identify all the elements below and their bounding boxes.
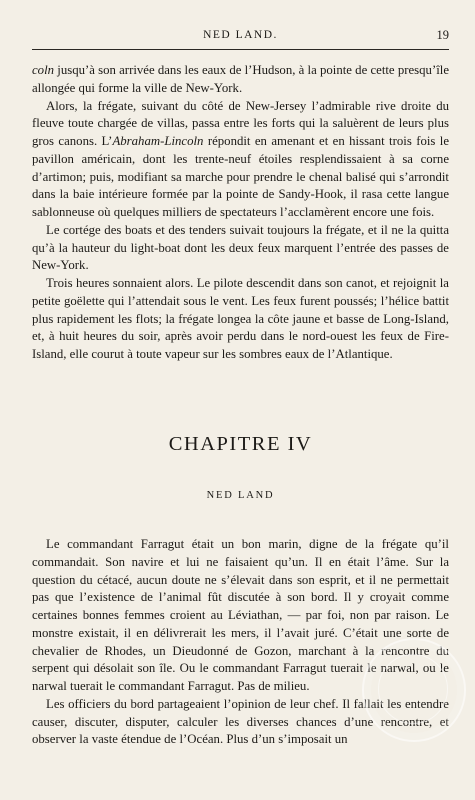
chapter-subtitle: NED LAND: [206, 490, 275, 501]
paragraph-continuation: coln jusqu’à son arrivée dans les eaux de l’Hudson, à la pointe de cette presqu’île allongée qui forme la ville de New-York.: [32, 63, 449, 95]
paragraph: Alors, la frégate, suivant du côté de New-Jersey l’admirable rive droite du fleuve toute chargée de villas, passa entre les forts qui la saluèrent de leurs plus gros canons. L’Abraham-Lincoln répondit en amenant et en hissant trois fois le pavillon américain, dont les trente-neuf étoiles resplendissaient à sa corne d’artimon; puis, modifiant sa marche pour prendre le chenal balisé qui s’arrondit dans la baie intérieure formée par la pointe de Sandy-Hook, il rasa cette langue sablonneuse où quelques milliers de spectateurs l’acclamèrent encore une fois.: [32, 98, 450, 219]
bottom-text-block: [32, 536, 449, 749]
top-text-block: [32, 62, 449, 364]
paragraph: Le cortége des boats et des tenders suivait toujours la frégate, et il ne la quitta qu’à la hauteur du light-boat dont les deux feux marquent l’entrée des passes de New-York.: [32, 222, 449, 273]
header-rule: [32, 49, 449, 50]
paragraph: Les officiers du bord partageaient l’opinion de leur chef. Il fallait les entendre causer, discuter, disputer, calculer les diverses chances d’une rencontre, et observer la vaste étendue de l’Océan. Plus d’un s’imposait un: [32, 696, 449, 747]
chapter-title: CHAPITRE IV: [168, 433, 313, 455]
running-title: NED LAND.: [203, 29, 278, 41]
paragraph: Le commandant Farragut était un bon marin, digne de la frégate qu’il commandait. Son navire et lui ne faisaient qu’un. Il en était l’âme. Sur la question du cétacé, aucun doute ne s’élevait dans son esprit, et il ne permettait pas que l’existence de l’animal fût discutée à son bord. Il y croyait comme certaines bonnes femmes croient au Léviathan, — par foi, non par raison. Le monstre existait, il en délivrerait les mers, il l’avait juré. C’était une sorte de chevalier de Rhodes, un Dieudonné de Gozon, marchant à la rencontre du serpent qui désolait son île. Ou le commandant Farragut tuerait le narwal, ou le narwal tuerait le commandant Farragut. Pas de milieu.: [32, 537, 449, 693]
paragraph: Trois heures sonnaient alors. Le pilote descendit dans son canot, et rejoignit la petite goëlette qui l’attendait sous le vent. Les feux furent poussés; l’hélice battit plus rapidement les flots; la frégate longea la côte jaune et basse de Long-Island, et, à huit heures du soir, après avoir perdu dans le nord-ouest les feux de Fire-Island, elle courut à toute vapeur sur les sombres eaux de l’Atlantique.: [32, 276, 449, 361]
page-number: 19: [436, 28, 449, 42]
running-head: [32, 29, 449, 45]
